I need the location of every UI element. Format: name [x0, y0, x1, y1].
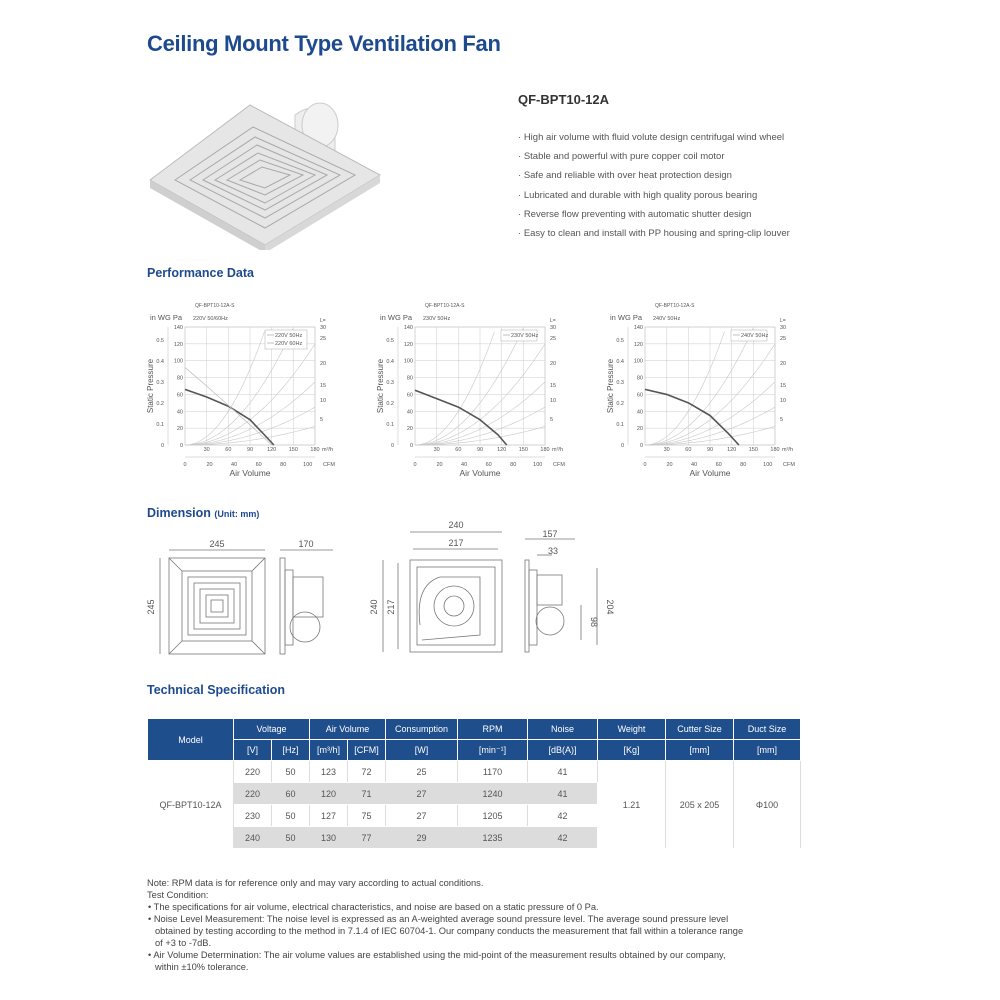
- feature-item: · Stable and powerful with pure copper coil motor: [518, 151, 725, 163]
- unit: [mm]: [666, 740, 734, 761]
- table-cell: 41: [528, 761, 598, 783]
- cfm-tick-label: 60: [485, 462, 492, 468]
- y-units-label: in WG Pa: [150, 313, 183, 322]
- x-unit-label: m³/h: [322, 447, 333, 453]
- table-cell: 50: [272, 761, 310, 783]
- feature-item: · High air volume with fluid volute design centrifugal wind wheel: [518, 132, 785, 143]
- performance-heading: Performance Data: [147, 266, 254, 280]
- cfm-tick-label: 40: [691, 462, 698, 468]
- legend-label: 240V 50Hz: [741, 333, 769, 339]
- table-cell: 27: [386, 783, 458, 805]
- x-tick-label: 120: [727, 447, 737, 453]
- right-tick-label: 20: [550, 361, 557, 367]
- right-tick-label: 20: [320, 361, 327, 367]
- feature-text: Easy to clean and install with PP housing and spring-clip louver: [523, 227, 790, 239]
- legend-label: 230V 50Hz: [511, 333, 539, 339]
- right-tick-label: 25: [550, 336, 557, 342]
- table-cell: 41: [528, 783, 598, 805]
- inwg-tick-label: 0.3: [156, 380, 164, 387]
- x-unit-label: m³/h: [552, 447, 563, 453]
- right-tick-label: 5: [780, 417, 784, 423]
- note-bullet: • Air Volume Determination: The air volume values are established using the mid-point of the measurement results obtained by our company, within ±10% tolerance.: [148, 950, 726, 972]
- x-tick-label: 90: [476, 447, 484, 453]
- unit: [mm]: [734, 740, 801, 761]
- performance-chart-220v: [140, 295, 370, 480]
- unit: [min⁻¹]: [458, 740, 528, 761]
- feature-item: · Safe and reliable with over heat protection design: [518, 170, 732, 182]
- y-tick-label: 100: [633, 358, 643, 365]
- x-tick-label: 120: [497, 447, 507, 453]
- unit: [W]: [386, 740, 458, 761]
- right-tick-label: 25: [320, 336, 327, 342]
- x-tick-label: 90: [706, 447, 714, 453]
- cfm-tick-label: 100: [763, 462, 773, 468]
- inwg-tick-label: 0: [390, 443, 394, 449]
- unit: [V]: [234, 740, 272, 761]
- y-tick-label: 140: [403, 325, 413, 331]
- inwg-tick-label: 0.4: [156, 359, 164, 366]
- y-tick-label: 20: [406, 426, 413, 433]
- right-tick-label: 25: [780, 336, 787, 342]
- cfm-tick-label: 20: [436, 462, 443, 468]
- product-image: [145, 95, 385, 250]
- inwg-tick-label: 0: [160, 443, 164, 449]
- y-tick-label: 120: [633, 341, 643, 348]
- y-tick-label: 80: [636, 375, 643, 382]
- col-cutter: Cutter Size: [666, 719, 734, 740]
- series-line: [415, 390, 507, 445]
- col-voltage: Voltage: [234, 719, 310, 740]
- legend-label: 220V 60Hz: [275, 341, 303, 347]
- page-title: Ceiling Mount Type Ventilation Fan: [147, 31, 501, 56]
- table-cell: 50: [272, 827, 310, 849]
- note-bullet: • The specifications for air volume, electrical characteristics, and noise are based on a static pressure of 0 Pa.: [148, 902, 599, 912]
- x-tick-label: 30: [433, 447, 440, 453]
- dim-front-height: 245: [146, 599, 156, 615]
- table-cell: 120: [310, 783, 348, 805]
- x-tick-label: 60: [455, 447, 462, 453]
- inwg-tick-label: 0.4: [616, 359, 624, 366]
- table-cell: 1240: [458, 783, 528, 805]
- right-axis-label: L=: [780, 318, 786, 324]
- table-cell: 230: [234, 805, 272, 827]
- y-tick-label: 120: [403, 341, 413, 348]
- inwg-tick-label: 0.3: [616, 380, 624, 387]
- inwg-tick-label: 0: [620, 443, 624, 449]
- right-axis-label: L=: [320, 318, 326, 324]
- inwg-tick-label: 0.2: [386, 401, 394, 408]
- note-bullet: • Noise Level Measurement: The noise level is expressed as an A-weighted average sound pressure level. The average sound pressure level obtained by testing according to the method in 7.1.4 of IEC 60704-1. Our company conducts the measurement that fall within a tolerance range of +3 to -7dB.: [148, 914, 744, 948]
- right-tick-label: 20: [780, 361, 787, 367]
- table-cell: 42: [528, 827, 598, 849]
- y-tick-label: 20: [176, 426, 183, 433]
- feature-text: Safe and reliable with over heat protection design: [523, 170, 732, 182]
- cfm-tick-label: 80: [280, 462, 287, 468]
- chart-subtitle: 230V 50Hz: [423, 316, 451, 322]
- right-tick-label: 10: [320, 398, 327, 404]
- table-row: [148, 761, 801, 783]
- performance-chart-240v: [600, 295, 830, 480]
- dim-side-depth: 170: [298, 539, 314, 549]
- series-line: [185, 389, 274, 445]
- cfm-unit-label: CFM: [783, 462, 795, 468]
- x-axis-label: Air Volume: [689, 468, 731, 478]
- unit: [Hz]: [272, 740, 310, 761]
- inwg-tick-label: 0.1: [616, 422, 624, 429]
- x-tick-label: 30: [203, 447, 210, 453]
- table-cell: 75: [348, 805, 386, 827]
- cfm-unit-label: CFM: [553, 462, 565, 468]
- table-cell: 42: [528, 805, 598, 827]
- col-air-volume: Air Volume: [310, 719, 386, 740]
- cfm-tick-label: 0: [183, 462, 187, 468]
- x-tick-label: 120: [267, 447, 277, 453]
- y-tick-label: 100: [403, 358, 413, 365]
- x-tick-label: 180: [310, 447, 320, 453]
- x-tick-label: 150: [288, 447, 298, 453]
- y-tick-label: 0: [179, 443, 183, 449]
- right-tick-label: 15: [320, 383, 327, 389]
- y-axis-label: Static Pressure: [376, 358, 385, 414]
- dim-body-inner-height: 217: [386, 599, 396, 615]
- col-noise: Noise: [528, 719, 598, 740]
- chart-title: QF-BPT10-12A-S: [195, 303, 235, 309]
- y-tick-label: 80: [176, 375, 183, 382]
- cell-model: QF-BPT10-12A: [148, 761, 234, 849]
- dim-front-width: 245: [209, 539, 225, 549]
- table-cell: 27: [386, 805, 458, 827]
- col-rpm: RPM: [458, 719, 528, 740]
- table-cell: 220: [234, 783, 272, 805]
- unit: [dB(A)]: [528, 740, 598, 761]
- table-cell: 220: [234, 761, 272, 783]
- dim-side2-depth: 157: [542, 529, 558, 539]
- y-tick-label: 80: [406, 375, 413, 382]
- feature-text: High air volume with fluid volute design centrifugal wind wheel: [523, 132, 785, 143]
- cfm-tick-label: 20: [666, 462, 673, 468]
- table-cell: 77: [348, 827, 386, 849]
- col-model: Model: [148, 719, 234, 761]
- cfm-tick-label: 80: [740, 462, 747, 468]
- y-tick-label: 20: [636, 426, 643, 433]
- right-tick-label: 15: [550, 383, 557, 389]
- dim-side2-height: 204: [605, 599, 615, 615]
- cfm-unit-label: CFM: [323, 462, 335, 468]
- right-tick-label: 30: [320, 325, 327, 331]
- table-cell: 240: [234, 827, 272, 849]
- dim-body-height: 240: [369, 599, 379, 615]
- x-tick-label: 180: [770, 447, 780, 453]
- x-unit-label: m³/h: [782, 447, 793, 453]
- table-cell: 60: [272, 783, 310, 805]
- table-cell: 71: [348, 783, 386, 805]
- dim-body-inner-width: 217: [448, 538, 464, 548]
- note-test-condition: Test Condition:: [147, 890, 209, 900]
- feature-text: Stable and powerful with pure copper coil motor: [523, 151, 725, 163]
- model-name: QF-BPT10-12A: [518, 92, 610, 107]
- spec-table: [147, 718, 801, 849]
- table-cell: 123: [310, 761, 348, 783]
- cfm-tick-label: 80: [510, 462, 517, 468]
- inwg-tick-label: 0.2: [616, 401, 624, 408]
- feature-item: · Easy to clean and install with PP housing and spring-clip louver: [518, 227, 790, 239]
- y-units-label: in WG Pa: [380, 313, 413, 322]
- feature-item: · Lubricated and durable with high quality porous bearing: [518, 189, 758, 201]
- cfm-tick-label: 20: [206, 462, 213, 468]
- dim-side2-offset: 33: [547, 546, 559, 556]
- inwg-tick-label: 0.5: [386, 338, 394, 345]
- y-axis-label: Static Pressure: [146, 358, 155, 414]
- dim-duct-height: 98: [589, 616, 599, 628]
- y-tick-label: 40: [176, 409, 183, 416]
- x-tick-label: 150: [748, 447, 758, 453]
- y-tick-label: 0: [409, 443, 413, 449]
- x-tick-label: 150: [518, 447, 528, 453]
- table-cell: 29: [386, 827, 458, 849]
- dimension-unit: (Unit: mm): [214, 509, 260, 519]
- table-cell: 25: [386, 761, 458, 783]
- col-duct: Duct Size: [734, 719, 801, 740]
- note-rpm: Note: RPM data is for reference only and may vary according to actual conditions.: [147, 878, 484, 888]
- inwg-tick-label: 0.5: [616, 338, 624, 345]
- legend-label: 220V 50Hz: [275, 333, 303, 339]
- right-tick-label: 5: [550, 417, 554, 423]
- inwg-tick-label: 0.1: [386, 422, 394, 429]
- right-tick-label: 30: [550, 325, 557, 331]
- inwg-tick-label: 0.3: [386, 380, 394, 387]
- performance-chart-230v: [370, 295, 600, 480]
- dimension-drawings: [140, 515, 620, 665]
- cell-weight: 1.21: [598, 761, 666, 849]
- y-tick-label: 100: [173, 358, 183, 365]
- cfm-tick-label: 0: [413, 462, 417, 468]
- cfm-tick-label: 100: [533, 462, 543, 468]
- right-tick-label: 10: [780, 398, 787, 404]
- cell-cutter: 205 x 205: [666, 761, 734, 849]
- y-tick-label: 140: [173, 325, 183, 331]
- unit: [m³/h]: [310, 740, 348, 761]
- col-weight: Weight: [598, 719, 666, 740]
- dim-body-width: 240: [448, 520, 464, 530]
- table-cell: 130: [310, 827, 348, 849]
- cfm-tick-label: 100: [303, 462, 313, 468]
- right-tick-label: 5: [320, 417, 324, 423]
- x-tick-label: 30: [663, 447, 670, 453]
- chart-subtitle: 220V 50/60Hz: [193, 316, 228, 322]
- inwg-tick-label: 0.5: [156, 338, 164, 345]
- y-tick-label: 40: [636, 409, 643, 416]
- y-tick-label: 40: [406, 409, 413, 416]
- x-axis-label: Air Volume: [459, 468, 501, 478]
- y-units-label: in WG Pa: [610, 313, 643, 322]
- right-tick-label: 10: [550, 398, 557, 404]
- feature-text: Reverse flow preventing with automatic shutter design: [523, 208, 752, 220]
- table-cell: 1235: [458, 827, 528, 849]
- feature-list: [518, 131, 790, 246]
- unit: [CFM]: [348, 740, 386, 761]
- x-tick-label: 90: [246, 447, 254, 453]
- y-tick-label: 0: [639, 443, 643, 449]
- table-cell: 72: [348, 761, 386, 783]
- inwg-tick-label: 0.1: [156, 422, 164, 429]
- col-consumption: Consumption: [386, 719, 458, 740]
- feature-item: · Reverse flow preventing with automatic shutter design: [518, 208, 752, 220]
- table-cell: 127: [310, 805, 348, 827]
- right-axis-label: L=: [550, 318, 556, 324]
- x-tick-label: 180: [540, 447, 550, 453]
- cfm-tick-label: 60: [715, 462, 722, 468]
- chart-title: QF-BPT10-12A-S: [655, 303, 695, 309]
- dimension-title: Dimension: [147, 506, 211, 520]
- right-tick-label: 30: [780, 325, 787, 331]
- y-axis-label: Static Pressure: [606, 358, 615, 414]
- right-tick-label: 15: [780, 383, 787, 389]
- cfm-tick-label: 40: [231, 462, 238, 468]
- cfm-tick-label: 40: [461, 462, 468, 468]
- table-cell: 1170: [458, 761, 528, 783]
- y-tick-label: 140: [633, 325, 643, 331]
- cfm-tick-label: 0: [643, 462, 647, 468]
- y-tick-label: 60: [636, 392, 643, 399]
- x-axis-label: Air Volume: [229, 468, 271, 478]
- x-tick-label: 60: [225, 447, 232, 453]
- chart-subtitle: 240V 50Hz: [653, 316, 681, 322]
- y-tick-label: 60: [406, 392, 413, 399]
- y-tick-label: 60: [176, 392, 183, 399]
- notes: [147, 877, 747, 973]
- y-tick-label: 120: [173, 341, 183, 348]
- table-cell: 1205: [458, 805, 528, 827]
- unit: [Kg]: [598, 740, 666, 761]
- x-tick-label: 60: [685, 447, 692, 453]
- technical-heading: Technical Specification: [147, 683, 286, 697]
- feature-text: Lubricated and durable with high quality porous bearing: [523, 189, 758, 201]
- inwg-tick-label: 0.2: [156, 401, 164, 408]
- table-cell: 50: [272, 805, 310, 827]
- chart-title: QF-BPT10-12A-S: [425, 303, 465, 309]
- cfm-tick-label: 60: [255, 462, 262, 468]
- cell-duct: Φ100: [734, 761, 801, 849]
- inwg-tick-label: 0.4: [386, 359, 394, 366]
